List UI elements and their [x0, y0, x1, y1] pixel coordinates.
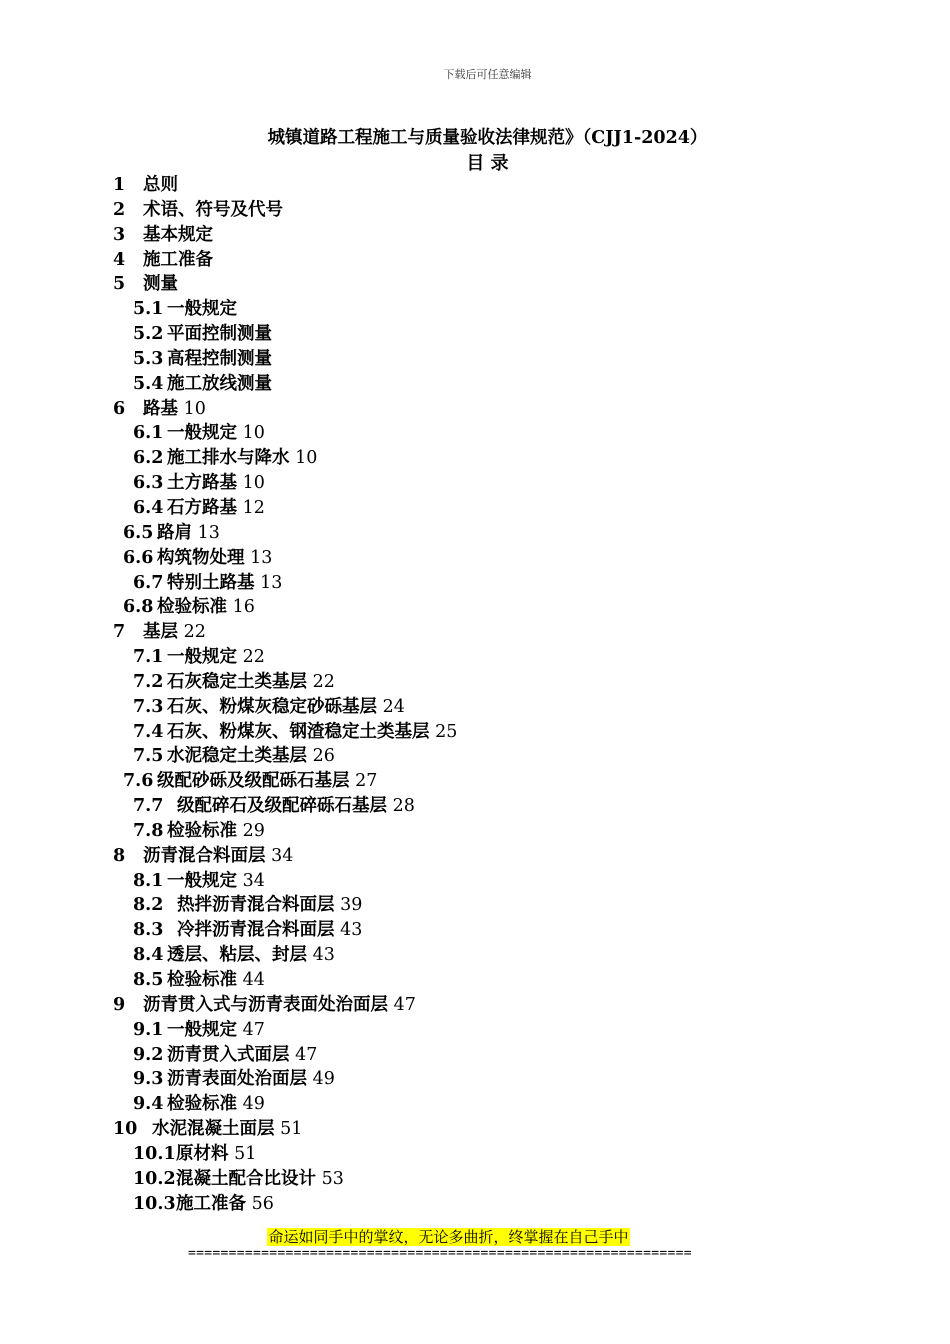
toc-entry[interactable]: [113, 248, 873, 273]
toc-entry[interactable]: [113, 198, 873, 223]
toc-entry-number: 8.2: [133, 895, 164, 916]
toc-entry-label: 基本规定: [143, 224, 213, 245]
toc-entry-page: 13: [250, 547, 273, 568]
footer-rule: ==============================================================: [188, 1246, 692, 1261]
toc-entry[interactable]: [113, 893, 873, 918]
toc-entry-number: 6.8: [123, 597, 154, 618]
toc-entry-label: 路肩: [157, 522, 192, 543]
toc-entry-page: 34: [242, 870, 265, 891]
toc-entry-number: 9.1: [133, 1019, 164, 1040]
toc-entry-page: 51: [280, 1119, 303, 1140]
toc-entry-label: 沥青贯入式与沥青表面处治面层: [143, 994, 388, 1015]
toc-entry-number: 7.8: [133, 820, 164, 841]
toc-entry-label: 原材料: [176, 1143, 229, 1164]
toc-entry-number: 7.7: [133, 796, 164, 817]
toc-entry-number: 8.5: [133, 970, 164, 990]
toc-entry[interactable]: [113, 819, 873, 844]
toc-entry-page: 10: [183, 398, 206, 419]
toc-entry[interactable]: [113, 645, 873, 670]
toc-entry-page: 43: [312, 945, 335, 966]
toc-entry-label: 一般规定: [167, 423, 237, 444]
toc-entry[interactable]: [113, 968, 873, 993]
toc-entry-number: 8.1: [133, 870, 164, 891]
toc-entry-label: 检验标准: [167, 1094, 237, 1115]
toc-entry-label: 基层: [143, 622, 178, 643]
toc-entry[interactable]: [113, 1067, 873, 1092]
toc-entry-label: 一般规定: [167, 870, 237, 891]
toc-entry[interactable]: [113, 421, 873, 446]
toc-entry-number: 6.2: [133, 448, 164, 469]
toc-entry-label: 平面控制测量: [167, 324, 272, 345]
toc-entry-number: 2: [113, 199, 126, 220]
toc-entry[interactable]: [113, 1117, 873, 1142]
toc-entry-label: 总则: [143, 175, 178, 195]
toc-entry-label: 施工放线测量: [167, 373, 272, 394]
toc-entry-number: 5.1: [133, 299, 164, 320]
toc-entry-number: 8.3: [133, 920, 164, 941]
footer: [0, 1227, 897, 1246]
toc-entry-number: 6.4: [133, 497, 164, 518]
toc-entry-page: 28: [392, 796, 415, 817]
toc-entry[interactable]: [113, 695, 873, 720]
footer-motto: 命运如同手中的掌纹，无论多曲折，终掌握在自己手中: [268, 1228, 629, 1246]
toc-entry-number: 1: [113, 175, 126, 195]
toc-entry[interactable]: [113, 869, 873, 894]
toc-entry-label: 透层、粘层、封层: [167, 945, 307, 966]
header-note: 下载后可任意编辑: [443, 68, 532, 81]
toc-entry-page: 56: [251, 1193, 274, 1214]
toc-entry[interactable]: [113, 620, 873, 645]
toc-entry-page: 22: [183, 622, 206, 643]
toc-entry-number: 6.3: [133, 473, 164, 494]
toc-entry-page: 22: [312, 671, 335, 692]
toc-entry-label: 石灰、粉煤灰、钢渣稳定土类基层: [167, 721, 430, 742]
toc-entry-number: 10.3: [133, 1193, 176, 1214]
toc-entry-label: 检验标准: [157, 597, 227, 618]
toc-entry[interactable]: [113, 844, 873, 869]
toc-entry-page: 26: [312, 746, 335, 767]
toc-entry[interactable]: [113, 769, 873, 794]
toc-entry[interactable]: [113, 993, 873, 1018]
toc-entry-label: 热拌沥青混合料面层: [177, 895, 335, 916]
toc-entry-page: 53: [321, 1168, 344, 1189]
toc-entry-number: 5.3: [133, 348, 164, 369]
toc-entry-number: 6.5: [123, 522, 154, 543]
toc-entry-page: 44: [242, 970, 265, 990]
toc-entry-page: 34: [271, 845, 294, 866]
toc-heading: 目 录: [466, 153, 509, 174]
toc-entry-label: 检验标准: [167, 970, 237, 990]
toc-entry-number: 10: [113, 1119, 138, 1140]
toc-entry[interactable]: [113, 1167, 873, 1192]
toc-entry-page: 12: [242, 497, 265, 518]
toc-entry[interactable]: [113, 670, 873, 695]
toc-entry-number: 10.2: [133, 1168, 176, 1189]
toc-entry-number: 7.5: [133, 746, 164, 767]
toc-entry-page: 13: [197, 522, 220, 543]
toc-entry-number: 9.2: [133, 1044, 164, 1065]
toc-entry[interactable]: [113, 446, 873, 471]
toc-entry[interactable]: [113, 397, 873, 422]
toc-entry-label: 测量: [143, 274, 178, 295]
toc-entry[interactable]: [113, 571, 873, 596]
toc-entry-page: 27: [355, 771, 378, 792]
toc-entry-page: 43: [340, 920, 363, 941]
toc-entry-number: 6.1: [133, 423, 164, 444]
toc-entry[interactable]: [113, 1018, 873, 1043]
toc-entry-page: 10: [295, 448, 318, 469]
toc-entry-number: 3: [113, 224, 126, 245]
toc-entry[interactable]: [113, 794, 873, 819]
toc-entry[interactable]: [113, 372, 873, 397]
toc-entry-label: 一般规定: [167, 299, 237, 320]
toc-entry[interactable]: [113, 1142, 873, 1167]
toc-entry-label: 级配碎石及级配碎砾石基层: [177, 796, 387, 817]
toc-entry-label: 土方路基: [167, 473, 237, 494]
toc-entry-label: 构筑物处理: [157, 547, 245, 568]
toc-entry-page: 24: [382, 696, 405, 717]
toc-entry[interactable]: [113, 223, 873, 248]
toc-entry-number: 7.4: [133, 721, 164, 742]
toc-entry[interactable]: [113, 496, 873, 521]
toc-entry-number: 5.4: [133, 373, 164, 394]
toc-entry-number: 6.6: [123, 547, 154, 568]
toc-entry-number: 5: [113, 274, 126, 295]
toc-entry-label: 施工准备: [143, 249, 213, 270]
toc-entry-page: 39: [340, 895, 363, 916]
toc-entry-page: 49: [312, 1069, 335, 1090]
toc-entry-page: 51: [234, 1143, 257, 1164]
toc-entry-label: 水泥稳定土类基层: [167, 746, 307, 767]
toc-entry[interactable]: [113, 297, 873, 322]
toc-entry[interactable]: [113, 322, 873, 347]
toc-entry[interactable]: [113, 720, 873, 745]
toc-entry-page: 10: [242, 423, 265, 444]
toc-entry-number: 6: [113, 398, 126, 419]
toc-entry-label: 石灰、粉煤灰稳定砂砾基层: [167, 696, 377, 717]
toc-entry[interactable]: [113, 521, 873, 546]
toc-entry-number: 7.2: [133, 671, 164, 692]
toc-entry[interactable]: [113, 943, 873, 968]
toc-entry[interactable]: [113, 173, 873, 198]
toc-entry-label: 一般规定: [167, 1019, 237, 1040]
toc-entry-page: 25: [435, 721, 458, 742]
toc-entry-number: 7: [113, 622, 126, 643]
toc-entry[interactable]: [113, 918, 873, 943]
toc-entry-number: 10.1: [133, 1143, 176, 1164]
toc-entry-page: 47: [393, 994, 416, 1015]
toc-entry-label: 术语、符号及代号: [143, 199, 283, 220]
toc-entry-page: 16: [232, 597, 255, 618]
toc-entry-label: 施工准备: [176, 1193, 246, 1214]
toc-entry-number: 7.3: [133, 696, 164, 717]
toc-entry-label: 路基: [143, 398, 178, 419]
toc-entry-number: 6.7: [133, 572, 164, 593]
toc-entry-page: 49: [242, 1094, 265, 1115]
toc-entry[interactable]: [113, 546, 873, 571]
toc-entry-label: 施工排水与降水: [167, 448, 290, 469]
toc-entry-number: 8.4: [133, 945, 164, 966]
toc-entry-label: 石方路基: [167, 497, 237, 518]
toc-entry[interactable]: [113, 272, 873, 297]
toc-entry[interactable]: [113, 1092, 873, 1117]
toc-entry-number: 5.2: [133, 324, 164, 345]
toc-entry-number: 4: [113, 249, 126, 270]
toc-entry-number: 8: [113, 845, 126, 866]
toc-entry-label: 沥青混合料面层: [143, 845, 266, 866]
toc-entry-page: 47: [242, 1019, 265, 1040]
toc-entry-page: 29: [242, 820, 265, 841]
toc-entry-number: 9: [113, 994, 126, 1015]
toc-entry-label: 沥青表面处治面层: [167, 1069, 307, 1090]
document-title: 城镇道路工程施工与质量验收法律规范》（CJJ1-2024）: [267, 128, 708, 148]
toc-entry-page: 22: [242, 647, 265, 668]
toc-entry-label: 高程控制测量: [167, 348, 272, 369]
toc-entry-number: 9.3: [133, 1069, 164, 1090]
toc-entry-label: 冷拌沥青混合料面层: [177, 920, 335, 941]
toc-entry-number: 7.6: [123, 771, 154, 792]
toc-entry[interactable]: [113, 1192, 873, 1217]
toc-entry-label: 检验标准: [167, 820, 237, 841]
toc-entry-number: 7.1: [133, 647, 164, 668]
toc-entry[interactable]: [113, 744, 873, 769]
toc-entry-number: 9.4: [133, 1094, 164, 1115]
toc-entry-page: 13: [260, 572, 283, 593]
toc-entry[interactable]: [113, 347, 873, 372]
toc-entry-label: 混凝土配合比设计: [176, 1168, 316, 1189]
toc-entry-page: 10: [242, 473, 265, 494]
table-of-contents: [113, 173, 873, 1216]
toc-entry[interactable]: [113, 595, 873, 620]
toc-entry[interactable]: [113, 1043, 873, 1068]
toc-entry[interactable]: [113, 471, 873, 496]
toc-entry-label: 一般规定: [167, 647, 237, 668]
toc-entry-label: 水泥混凝土面层: [152, 1119, 275, 1140]
toc-entry-page: 47: [295, 1044, 318, 1065]
toc-entry-label: 级配砂砾及级配砾石基层: [157, 771, 350, 792]
toc-entry-label: 沥青贯入式面层: [167, 1044, 290, 1065]
toc-entry-label: 石灰稳定土类基层: [167, 671, 307, 692]
toc-entry-label: 特别土路基: [167, 572, 255, 593]
